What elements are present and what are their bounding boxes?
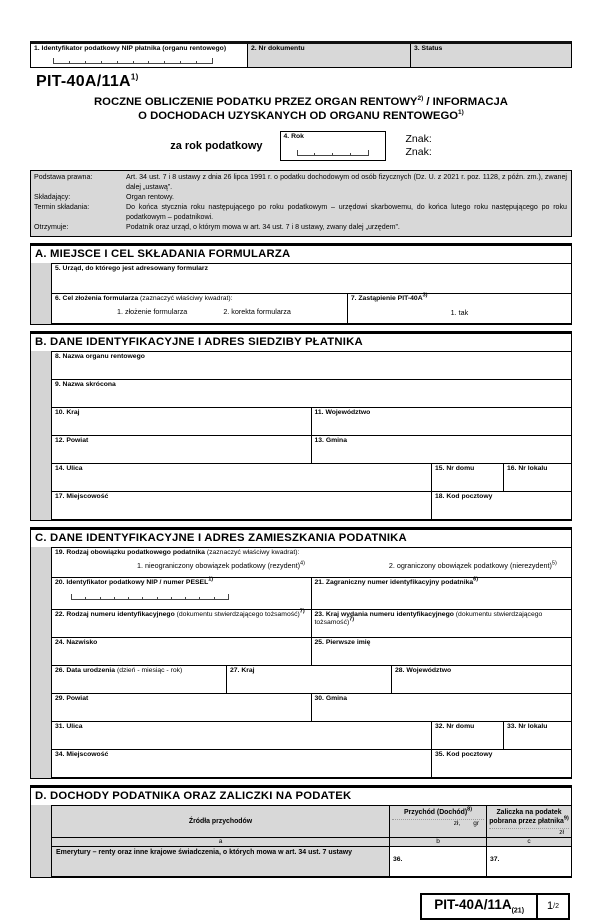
footer-form-code: PIT-$40A/11A_{(21)}$: [422, 895, 538, 918]
field-3-label: 3. Status: [414, 45, 443, 52]
option-korekta-formularza[interactable]: 2. korekta formularza: [223, 307, 291, 317]
nip-ruler: [53, 57, 213, 64]
field-20-nip-pesel[interactable]: 20. Identyfikator podatkowy NIP / numer PESEL$^{1)}$: [52, 578, 312, 610]
row-emerytury-label: Emerytury – renty oraz inne krajowe świadczenia, o których mowa w art. 34 ust. 7 ustawy: [52, 847, 390, 877]
field-18-kod-pocztowy[interactable]: 18. Kod pocztowy: [432, 492, 571, 520]
option-rezydent[interactable]: 1. nieograniczony obowiązek podatkowy (rezydent)$^{4)}$: [137, 560, 305, 571]
field-13-gmina[interactable]: 13. Gmina: [312, 436, 572, 464]
section-c: [30, 527, 572, 779]
legal-basis-box: [30, 170, 572, 237]
field-2-nr-dokumentu[interactable]: [248, 44, 411, 67]
col-header-przychod: Przychód (Dochód)$^{8)}$ zł, gr: [390, 806, 487, 838]
legal-row-skladajacy: Składający: Organ rentowy.: [34, 193, 174, 202]
section-b: [30, 331, 572, 521]
field-9-nazwa-skrocona[interactable]: 9. Nazwa skrócona: [52, 380, 571, 408]
field-7-zastapienie: 7. Zastąpienie PIT-$40A^{3)}$ 1. tak: [348, 294, 571, 324]
field-11-wojewodztwo[interactable]: 11. Województwo: [312, 408, 572, 436]
field-14-ulica[interactable]: 14. Ulica: [52, 464, 432, 492]
section-d: [30, 785, 572, 878]
section-b-gutter: [31, 351, 51, 520]
field-8-nazwa-organu[interactable]: 8. Nazwa organu rentowego: [52, 352, 571, 380]
option-tak[interactable]: 1. tak: [450, 308, 469, 318]
field-1-nip-platnika[interactable]: [31, 44, 248, 67]
field-29-powiat[interactable]: 29. Powiat: [52, 694, 312, 722]
field-4-rok[interactable]: [280, 131, 386, 161]
field-30-gmina[interactable]: 30. Gmina: [312, 694, 572, 722]
section-b-title: B. DANE IDENTYFIKACYJNE I ADRES SIEDZIBY PŁATNIKA: [35, 335, 363, 348]
field-32-nr-domu[interactable]: 32. Nr domu: [432, 722, 504, 750]
legal-row-otrzymuje: Otrzymuje: Podatnik oraz urząd, o którym mowa w art. 34 ust. 7 i 8 ustawy, zwany dalej „urzędem”.: [34, 222, 400, 231]
legal-row-termin: Termin składania: Do końca stycznia roku następującego po roku podatkowym – urzędowi skarbowemu, do końca lutego roku następującego po roku podatkowym – podatnikowi.: [34, 202, 567, 221]
subcol-c: c: [487, 838, 571, 847]
field-16-nr-lokalu[interactable]: 16. Nr lokalu: [504, 464, 571, 492]
field-26-data-urodzenia[interactable]: 26. Data urodzenia (dzień - miesiąc - rok): [52, 666, 227, 694]
top-identification-row: [30, 41, 572, 68]
legal-row-podstawa: Podstawa prawna: Art. 34 ust. 7 i 8 ustawy z dnia 26 lipca 1991 r. o podatku dochodowym od osób fizycznych (Dz. U. z 2021 r. poz. 1128, z późn. zm.), zwanej dalej „ustawą”.: [34, 173, 567, 192]
option-zlozenie-formularza[interactable]: 1. złożenie formularza: [117, 307, 188, 317]
field-22-rodzaj-numeru[interactable]: 22. Rodzaj numeru identyfikacyjnego (dokumentu stwierdzającego tożsamość)$^{7)}$: [52, 610, 312, 638]
field-28-wojewodztwo[interactable]: 28. Województwo: [392, 666, 571, 694]
tax-year-label: za rok podatkowy: [170, 140, 263, 153]
section-c-title: C. DANE IDENTYFIKACYJNE I ADRES ZAMIESZKANIA PODATNIKA: [35, 531, 407, 544]
field-12-powiat[interactable]: 12. Powiat: [52, 436, 312, 464]
field-37-zaliczka[interactable]: 37.: [487, 847, 571, 877]
field-1-label: 1. Identyfikator podatkowy NIP płatnika (organu rentowego): [34, 45, 227, 52]
option-nierezydent[interactable]: 2. ograniczony obowiązek podatkowy (nierezydent)$^{5)}$: [388, 560, 557, 571]
field-36-przychod[interactable]: 36.: [390, 847, 487, 877]
footer-page-number: 1 /2: [547, 900, 559, 913]
form-title: ROCZNE OBLICZENIE PODATKU PRZEZ ORGAN RENTOWY$^{2)}$ / INFORMACJA O DOCHODACH UZYSKANYCH OD ORGANU RENTOWEGO$^{1)}$: [94, 95, 508, 123]
field-4-label: 4. Rok: [283, 133, 304, 141]
field-15-nr-domu[interactable]: 15. Nr domu: [432, 464, 504, 492]
field-21-zagraniczny-numer[interactable]: 21. Zagraniczny numer identyfikacyjny podatnika$^{6)}$: [312, 578, 572, 610]
year-ruler: [297, 149, 369, 156]
section-a: [30, 243, 572, 325]
field-19-rodzaj-obowiazku: 19. Rodzaj obowiązku podatkowego podatnika (zaznaczyć właściwy kwadrat): 1. nieograniczony obowiązek podatkowy (rezydent)$^{4)}$ 2. ograniczony obowiązek podatkowy (nierezydent)$^{5)}$: [52, 548, 571, 578]
field-3-status[interactable]: [411, 44, 571, 67]
pesel-ruler: [71, 593, 229, 600]
field-31-ulica[interactable]: 31. Ulica: [52, 722, 432, 750]
section-d-title: D. DOCHODY PODATNIKA ORAZ ZALICZKI NA PODATEK: [35, 789, 352, 802]
section-c-gutter: [31, 547, 51, 778]
field-6-cel-zlozenia: 6. Cel złożenia formularza (zaznaczyć właściwy kwadrat): 1. złożenie formularza 2. korekta formularza: [52, 294, 348, 324]
znak-labels: Znak: Znak:: [405, 133, 432, 159]
form-code: PIT-$40A/11A^{1)}$: [36, 72, 139, 90]
page-footer: [30, 893, 572, 920]
section-a-gutter: [31, 263, 51, 324]
col-header-zaliczka: Zaliczka na podatek pobrana przez płatnika$^{9)}$ zł: [487, 806, 571, 838]
field-35-kod-pocztowy[interactable]: 35. Kod pocztowy: [432, 750, 571, 778]
section-a-title: A. MIEJSCE I CEL SKŁADANIA FORMULARZA: [35, 247, 291, 260]
subcol-b: b: [390, 838, 487, 847]
subcol-a: a: [52, 838, 390, 847]
field-34-miejscowosc[interactable]: 34. Miejscowość: [52, 750, 432, 778]
field-25-pierwsze-imie[interactable]: 25. Pierwsze imię: [312, 638, 572, 666]
field-5-urzad[interactable]: 5. Urząd, do którego jest adresowany formularz: [52, 264, 571, 294]
field-27-kraj[interactable]: 27. Kraj: [227, 666, 392, 694]
field-2-label: 2. Nr dokumentu: [251, 45, 305, 52]
field-24-nazwisko[interactable]: 24. Nazwisko: [52, 638, 312, 666]
field-17-miejscowosc[interactable]: 17. Miejscowość: [52, 492, 432, 520]
col-header-zrodla: Źródła przychodów: [52, 806, 390, 838]
tax-year-row: [30, 130, 572, 162]
field-10-kraj[interactable]: 10. Kraj: [52, 408, 312, 436]
field-33-nr-lokalu[interactable]: 33. Nr lokalu: [504, 722, 571, 750]
section-d-gutter: [31, 805, 51, 877]
field-23-kraj-wydania[interactable]: 23. Kraj wydania numeru identyfikacyjnego (dokumentu stwierdzającego tożsamość)$^{7)}$: [312, 610, 572, 638]
